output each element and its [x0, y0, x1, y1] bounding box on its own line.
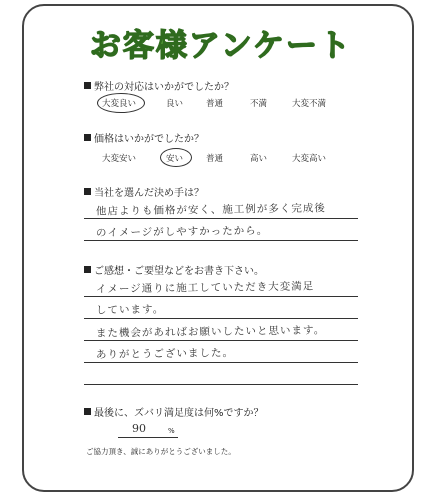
- question-3-label: 当社を選んだ決め手は？: [94, 188, 204, 199]
- answer-rule: [84, 384, 358, 385]
- q1-option-1[interactable]: 大変良い: [102, 99, 137, 109]
- question-4: [84, 262, 264, 277]
- question-1: [84, 78, 234, 93]
- answer-rule: [84, 218, 358, 219]
- square-bullet-icon: [84, 82, 91, 89]
- satisfaction-value: 90: [132, 422, 146, 435]
- q1-option-2[interactable]: 良い: [166, 99, 184, 109]
- question-5-label: 最後に、ズバリ満足度は何%ですか？: [94, 408, 264, 419]
- q2-option-5[interactable]: 大変高い: [292, 154, 327, 164]
- handwritten-answer-line: イメージ通りに施工していただき大変満足: [95, 280, 315, 296]
- survey-title: お客様アンケート: [89, 28, 353, 64]
- square-bullet-icon: [84, 408, 91, 415]
- footer-thanks: ご協力頂き、誠にありがとうございました。: [86, 447, 236, 456]
- answer-rule: [84, 362, 358, 363]
- handwritten-answer-line: また機会があればお願いしたいと思います。: [95, 324, 326, 340]
- q2-option-2[interactable]: 安い: [166, 154, 184, 164]
- handwritten-answer-line: のイメージがしやすかったから。: [95, 224, 269, 240]
- handwritten-answer-line: しています。: [95, 303, 165, 317]
- answer-rule: [84, 340, 358, 341]
- square-bullet-icon: [84, 134, 91, 141]
- question-2: [84, 130, 204, 145]
- q1-option-3[interactable]: 普通: [206, 99, 224, 109]
- question-5: [84, 404, 264, 419]
- satisfaction-field[interactable]: [118, 423, 178, 438]
- square-bullet-icon: [84, 188, 91, 195]
- question-2-label: 価格はいかがでしたか？: [94, 134, 204, 145]
- q2-option-1[interactable]: 大変安い: [102, 154, 137, 164]
- square-bullet-icon: [84, 266, 91, 273]
- handwritten-answer-line: ありがとうございました。: [95, 347, 235, 361]
- answer-rule: [84, 296, 358, 297]
- question-1-label: 弊社の対応はいかがでしたか？: [94, 82, 234, 93]
- handwritten-answer-line: 他店よりも価格が安く、施工例が多く完成後: [95, 202, 326, 218]
- q2-option-3[interactable]: 普通: [206, 154, 224, 164]
- q2-option-4[interactable]: 高い: [250, 154, 268, 164]
- q1-option-4[interactable]: 不満: [250, 99, 268, 109]
- question-4-label: ご感想・ご要望などをお書き下さい。: [94, 266, 264, 277]
- q1-option-5[interactable]: 大変不満: [292, 99, 327, 109]
- question-3: [84, 184, 204, 199]
- answer-rule: [84, 318, 358, 319]
- percent-unit: %: [168, 427, 175, 435]
- answer-rule: [84, 240, 358, 241]
